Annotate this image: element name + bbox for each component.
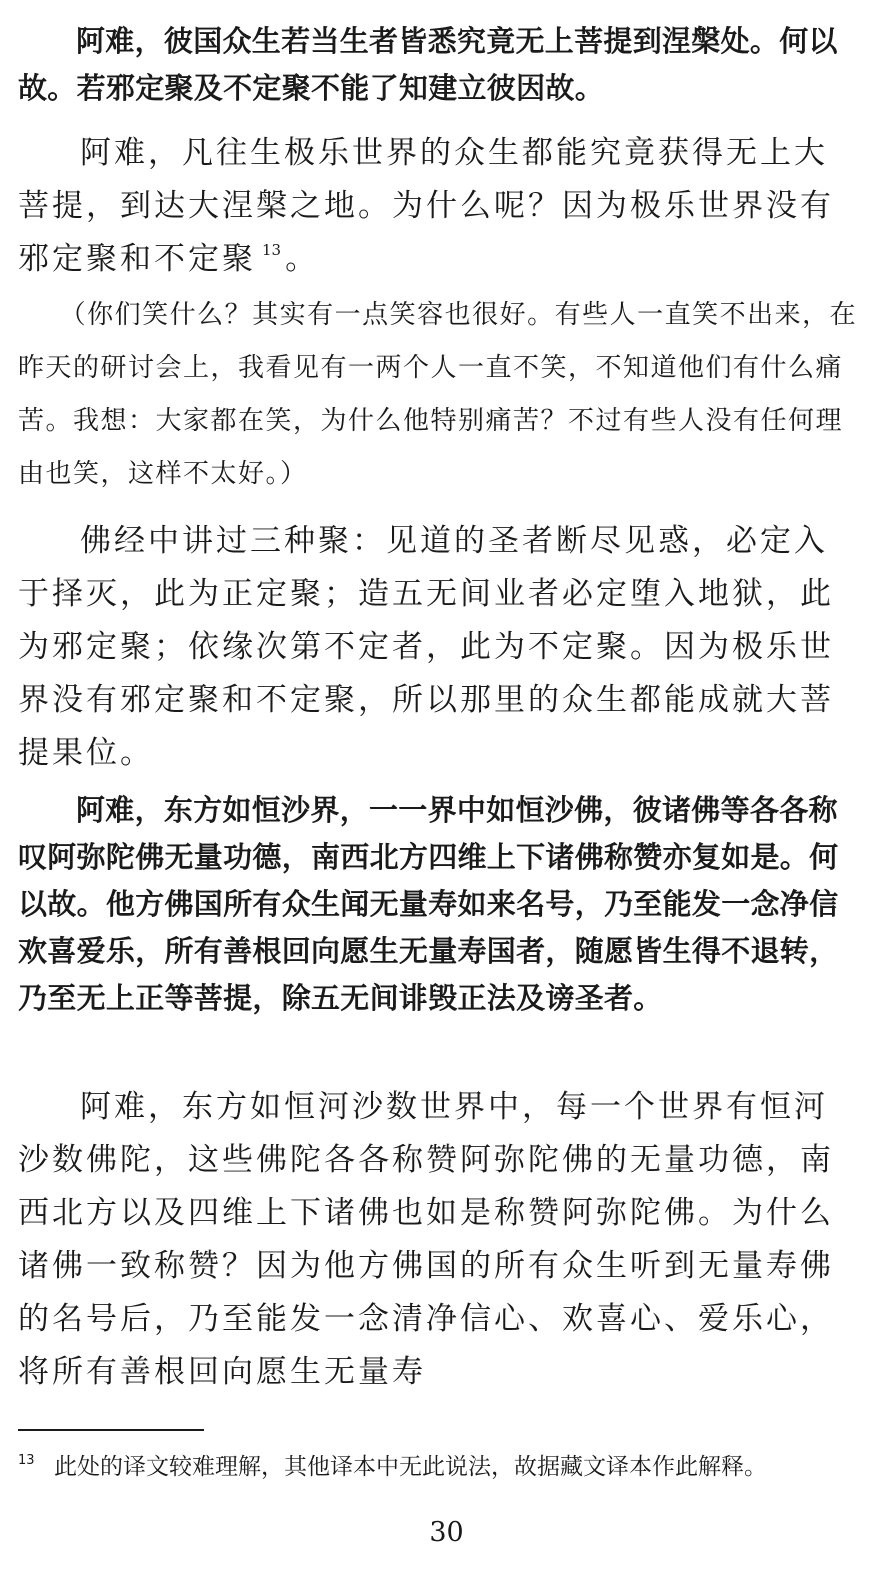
sutra-paragraph-1: 阿难，彼国众生若当生者皆悉究竟无上菩提到涅槃处。何以故。若邪定聚及不定聚不能了知建立彼因故。 — [18, 24, 838, 105]
page-number: 30 — [429, 1517, 464, 1548]
commentary-aside — [18, 289, 860, 501]
translation-paragraph-1-text: 阿难，凡往生极乐世界的众生都能究竟获得无上大菩提，到达大涅槃之地。为什么呢？因为极乐世界没有邪定聚和不定聚 — [18, 135, 834, 277]
aside-open-paren: （ — [59, 300, 88, 330]
footnote-number: 13 — [18, 1453, 35, 1468]
translation-paragraph-1-end: 。 — [285, 241, 320, 277]
footnote-reference[interactable]: 13 — [262, 241, 282, 259]
explanation-paragraph: 佛经中讲过三种聚：见道的圣者断尽见惑，必定入于择灭，此为正定聚；造五无间业者必定堕入地狱，此为邪定聚；依缘次第不定者，此为不定聚。因为极乐世界没有邪定聚和不定聚，所以那里的众生都能成就大菩提果位。 — [18, 523, 834, 771]
footnote-divider — [18, 1429, 204, 1431]
translation-paragraph-1 — [18, 127, 860, 286]
translation-paragraph-2: 阿难，东方如恒河沙数世界中，每一个世界有恒河沙数佛陀，这些佛陀各各称赞阿弥陀佛的无量功德，南西北方以及四维上下诸佛也如是称赞阿弥陀佛。为什么诸佛一致称赞？因为他方佛国的所有众生听到无量寿佛的名号后，乃至能发一念清净信心、欢喜心、爱乐心，将所有善根回向愿生无量寿 — [18, 1089, 834, 1390]
footnote — [18, 1444, 868, 1484]
footnote-text: 此处的译文较难理解，其他译本中无此说法，故据藏文译本作此解释。 — [54, 1454, 767, 1480]
sutra-paragraph-2: 阿难，东方如恒沙界，一一界中如恒沙佛，彼诸佛等各各称叹阿弥陀佛无量功德，南西北方四维上下诸佛称赞亦复如是。何以故。他方佛国所有众生闻无量寿如来名号，乃至能发一念净信欢喜爱乐，所有善根回向愿生无量寿国者，随愿皆生得不退转，乃至无上正等菩提，除五无间诽毁正法及谤圣者。 — [18, 793, 839, 1015]
aside-text: 你们笑什么？其实有一点笑容也很好。有些人一直笑不出来，在昨天的研讨会上，我看见有一两个人一直不笑，不知道他们有什么痛苦。我想：大家都在笑，为什么他特别痛苦？不过有些人没有任何理由也笑，这样不太好。） — [18, 300, 858, 489]
